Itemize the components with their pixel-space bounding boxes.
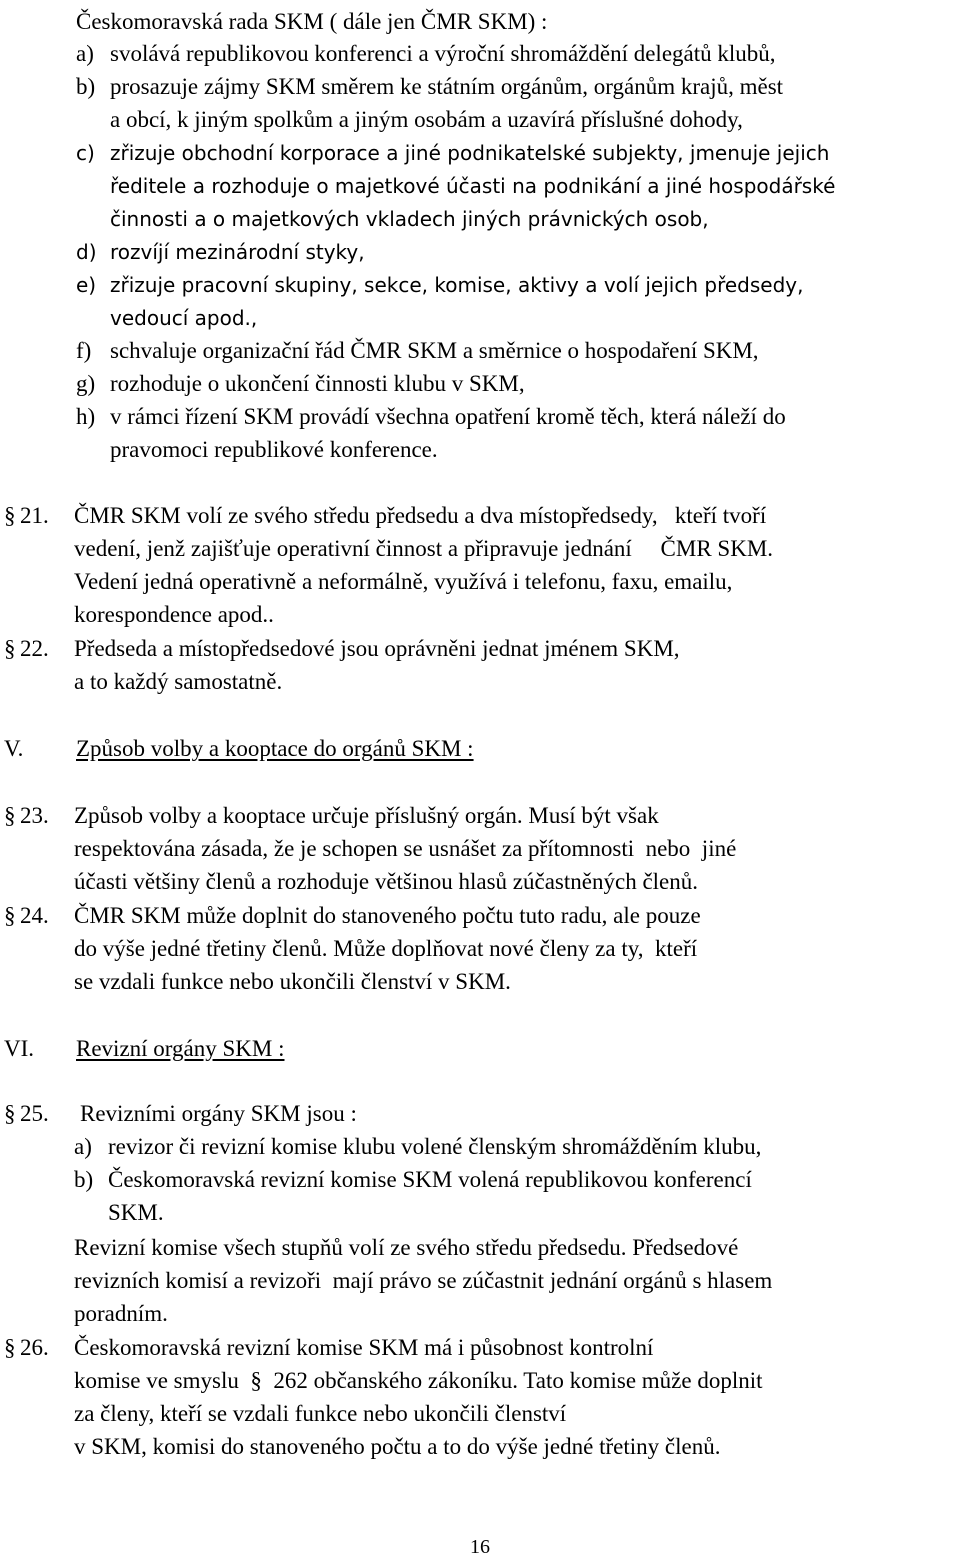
article-text: ČMR SKM volí ze svého středu předsedu a dva místopředsedy, kteří tvoří [74, 503, 767, 528]
section-mark: § [4, 636, 16, 661]
item-text: v rámci řízení SKM provádí všechna opatření kromě těch, která náleží do [110, 404, 786, 429]
article-text: a to každý samostatně. [74, 669, 283, 694]
item-text: svolává republikovou konferenci a výroční shromáždění delegátů klubů, [110, 41, 776, 66]
item-label: h) [76, 404, 96, 429]
section-mark: § [4, 903, 16, 928]
article-number: 22. [20, 636, 49, 661]
article-text: Českomoravská revizní komise SKM má i působnost kontrolní [74, 1335, 654, 1360]
item-text: Českomoravská revizní komise SKM volená republikovou konferencí [108, 1167, 752, 1192]
section-roman: V. [4, 736, 24, 761]
article-text: Revizní komise všech stupňů volí ze svého středu předsedu. Předsedové [74, 1235, 739, 1260]
article-text: vedení, jenž zajišťuje operativní činnost a připravuje jednání ČMR SKM. [74, 536, 774, 561]
article-text: respektována zásada, že je schopen se usnášet za přítomnosti nebo jiné [74, 836, 737, 861]
item-text: rozhoduje o ukončení činnosti klubu v SKM, [110, 371, 525, 396]
section-title: Způsob volby a kooptace do orgánů SKM : [76, 736, 474, 761]
article-text: v SKM, komisi do stanoveného počtu a to do výše jedné třetiny členů. [74, 1434, 721, 1459]
article-text: se vzdali funkce nebo ukončili členství v SKM. [74, 969, 511, 994]
item-label: a) [76, 41, 94, 66]
article-number: 23. [20, 803, 49, 828]
item-text: schvaluje organizační řád ČMR SKM a směrnice o hospodaření SKM, [110, 338, 759, 363]
page-number: 16 [470, 1536, 490, 1558]
section-roman: VI. [4, 1036, 35, 1061]
section-mark: § [4, 1335, 16, 1360]
item-text: zřizuje pracovní skupiny, sekce, komise, aktivy a volí jejich předsedy, [110, 273, 804, 297]
item-text: činnosti a o majetkových vkladech jiných právnických osob, [110, 207, 709, 231]
article-text: Revizními orgány SKM jsou : [80, 1101, 357, 1126]
section-mark: § [4, 803, 16, 828]
item-label: e) [76, 273, 97, 297]
item-text: rozvíjí mezinárodní styky, [110, 240, 365, 264]
article-number: 21. [20, 503, 49, 528]
article-text: ČMR SKM může doplnit do stanoveného počtu tuto radu, ale pouze [74, 903, 701, 928]
item-label: b) [74, 1167, 94, 1192]
item-text: vedoucí apod., [110, 306, 258, 330]
article-text: Vedení jedná operativně a neformálně, využívá i telefonu, faxu, emailu, [74, 569, 733, 594]
item-text: ředitele a rozhoduje o majetkové účasti na podnikání a jiné hospodářské [110, 174, 836, 198]
article-text: účasti většiny členů a rozhoduje většinou hlasů zúčastněných členů. [74, 869, 698, 894]
item-label: g) [76, 371, 96, 396]
item-text: zřizuje obchodní korporace a jiné podnikatelské subjekty, jmenuje jejich [110, 141, 830, 165]
section-title: Revizní orgány SKM : [76, 1036, 285, 1061]
article-text: Způsob volby a kooptace určuje příslušný orgán. Musí být však [74, 803, 659, 828]
article-number: 24. [20, 903, 49, 928]
item-label: d) [76, 240, 97, 264]
item-text: pravomoci republikové konference. [110, 437, 438, 462]
item-label: b) [76, 74, 96, 99]
article-text: poradním. [74, 1301, 168, 1326]
section-mark: § [4, 1101, 16, 1126]
intro-heading: Českomoravská rada SKM ( dále jen ČMR SKM) : [76, 9, 548, 34]
article-text: Předseda a místopředsedové jsou oprávněni jednat jménem SKM, [74, 636, 680, 661]
item-label: f) [76, 338, 92, 363]
article-number: 26. [20, 1335, 49, 1360]
item-text: revizor či revizní komise klubu volené členským shromážděním klubu, [108, 1134, 762, 1159]
article-text: komise ve smyslu § 262 občanského zákoníku. Tato komise může doplnit [74, 1368, 763, 1393]
article-text: revizních komisí a revizoři mají právo se zúčastnit jednání orgánů s hlasem [74, 1268, 773, 1293]
item-text: a obcí, k jiným spolkům a jiným osobám a uzavírá příslušné dohody, [110, 107, 743, 132]
item-text: prosazuje zájmy SKM směrem ke státním orgánům, orgánům krajů, měst [110, 74, 784, 99]
article-text: za členy, kteří se vzdali funkce nebo ukončili členství [74, 1401, 567, 1426]
item-label: c) [76, 141, 95, 165]
article-text: korespondence apod.. [74, 602, 274, 627]
item-label: a) [74, 1134, 92, 1159]
article-number: 25. [20, 1101, 49, 1126]
article-text: do výše jedné třetiny členů. Může doplňovat nové členy za ty, kteří [74, 936, 698, 961]
section-mark: § [4, 503, 16, 528]
item-text: SKM. [108, 1200, 164, 1225]
